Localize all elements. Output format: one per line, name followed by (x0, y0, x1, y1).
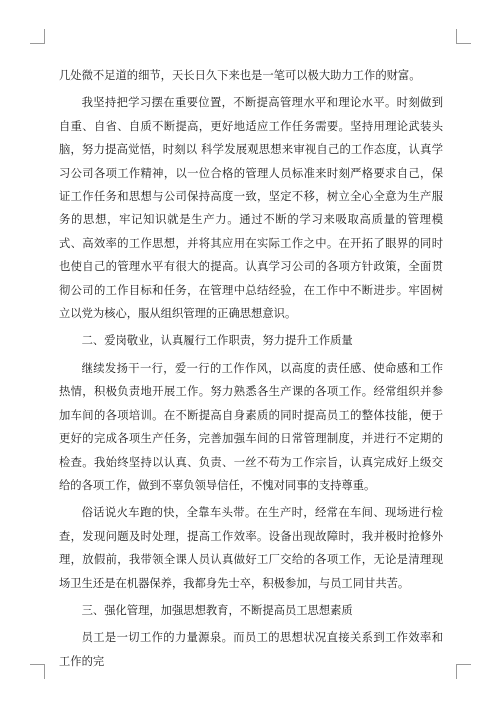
document-body (59, 64, 443, 673)
paragraph-lead-by-example: 俗话说火车跑的快，全靠车头带。在生产时，经常在车间、现场进行检查，发现问题及时处理，提高工作效率。设备出现故障时，我并极时抢修外理，放假前，我带领全课人员认真做好工厂交给的各项工作，无论是清理现场卫生还是在机器保养，我都身先士卒，积极参加，与员工同甘共苦。 (59, 506, 443, 590)
paragraph-continuation: 几处微不足道的细节，天长日久下来也是一笔可以极大助力工作的财富。 (59, 69, 421, 82)
paragraph-staff: 员工是一切工作的力量源泉。而员工的思想状况直接关系到工作效率和工作的完 (59, 631, 443, 668)
section-heading-2: 二、爱岗敬业，认真履行工作职责，努力提升工作质量 (81, 334, 353, 348)
crop-mark-bottom-left (30, 664, 45, 679)
paragraph-work-style: 继续发扬干一行，爱一行的工作作风，以高度的责任感、使命感和工作热情，积极负责地开展工作。努力熟悉各生产课的各项工作。经常组织并参加车间的各项培训。在不断提高自身素质的同时提高员工的整体技能，便于更好的完成各项生产任务，完善加强车间的日常管理制度，并进行不定期的检查。我始终坚持以认真、负责、一丝不苟为工作宗旨，认真完成好上级交给的各项工作，做到不辜负领导信任，不愧对同事的支持尊重。 (59, 361, 443, 492)
section-heading-3: 三、强化管理，加强思想教育，不断提高员工思想素质 (81, 603, 353, 617)
crop-mark-top-right (456, 29, 471, 44)
paragraph-study: 我坚持把学习摆在重要位置，不断提高管理水平和理论水平。时刻做到自重、自省、自质不断提高，更好地适应工作任务需要。坚持用理论武装头脑，努力提高觉悟，时刻以 科学发展观思想来审视自己的工作态度，认真学习公司各项工作精神，以一位合格的管理人员标准来时刻严格要求自己，保证工作任务和思想与公司保持高度一致，坚定不移，树立全心全意为生产服务的思想，牢记知识就是生产力。通过不断的学习来吸取高质量的管理模式、高效率的工作思想，并将其应用在实际工作之中。在开拓了眼界的同时也使自己的管理水平有很大的提高。认真学习公司的各项方针政策，全面贯彻公司的工作目标和任务，在管理中总结经验，在工作中不断进步。牢固树立以党为核心，服从组织管理的正确思想意识。 (59, 96, 443, 321)
crop-mark-top-left (30, 29, 45, 44)
crop-mark-bottom-right (456, 664, 471, 679)
